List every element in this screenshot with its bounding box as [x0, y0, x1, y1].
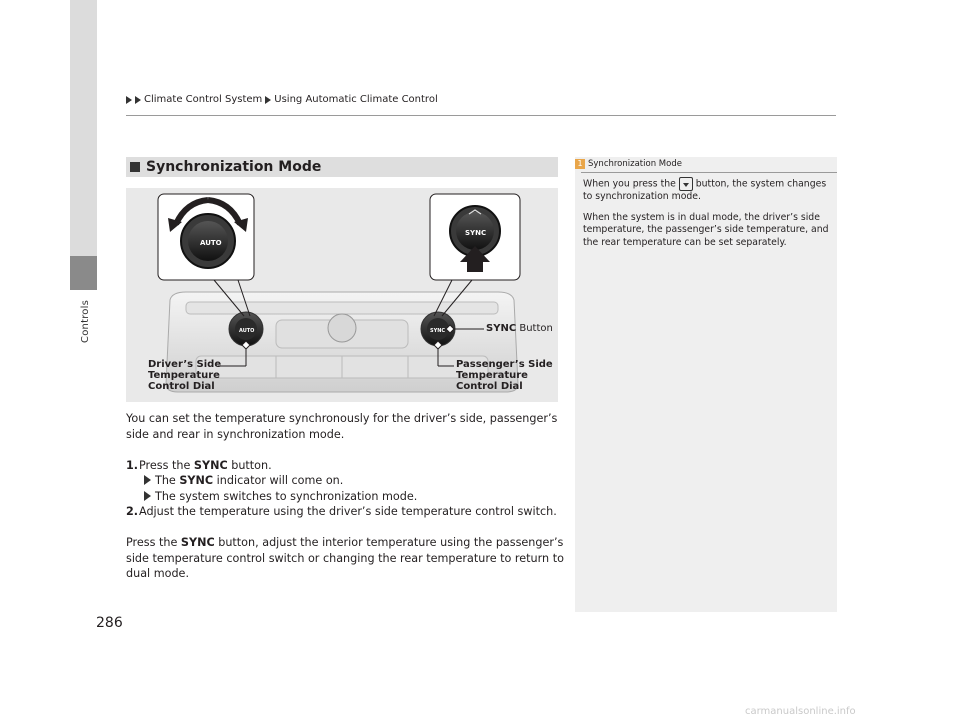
- note-paragraph-1: When you press the button, the system changes to synchronization mode.: [583, 178, 827, 203]
- sync-button-label: SYNC Button: [486, 323, 553, 334]
- sync-knob-label: SYNC: [465, 229, 487, 237]
- step-1-result-1: The SYNC indicator will come on.: [126, 473, 566, 489]
- breadcrumb-arrow-icon: [265, 96, 271, 104]
- result-arrow-icon: [144, 491, 151, 501]
- header-rule: [126, 115, 836, 116]
- control-panel-figure: [126, 188, 558, 402]
- note-body: [583, 177, 833, 257]
- breadcrumb-arrow-icon: [135, 96, 141, 104]
- breadcrumb-item-climate[interactable]: Climate Control System: [144, 94, 263, 105]
- note-rule: [581, 172, 837, 173]
- note-title: Synchronization Mode: [588, 159, 682, 169]
- note-panel: [575, 157, 837, 612]
- note-header: [575, 157, 837, 171]
- side-tab-label: Controls: [80, 300, 91, 343]
- passenger-dial-label: Passenger’s Side Temperature Control Dial: [456, 359, 553, 392]
- breadcrumb-item-automatic[interactable]: Using Automatic Climate Control: [274, 94, 438, 105]
- auto-knob-label: AUTO: [200, 239, 222, 247]
- driver-dial-label: Driver’s Side Temperature Control Dial: [148, 359, 222, 392]
- outro-paragraph: Press the SYNC button, adjust the interior temperature using the passenger’s side temperature control switch or changing the rear temperature to return to dual mode.: [126, 536, 564, 580]
- page-number: 286: [96, 615, 123, 631]
- step-1: 1. Press the SYNC button.: [126, 458, 272, 472]
- section-square-icon: [130, 162, 140, 172]
- body-text: [126, 411, 566, 582]
- side-tab-background: [70, 0, 97, 256]
- step-1-result-2: The system switches to synchronization mode.: [126, 489, 566, 505]
- note-paragraph-2: When the system is in dual mode, the driver’s side temperature, the passenger’s side temperature, and the rear temperature can be set separately.: [583, 211, 829, 248]
- breadcrumb-arrow-icon: [126, 96, 132, 104]
- sync-button-icon: [679, 177, 693, 191]
- console-auto-label: AUTO: [239, 328, 255, 334]
- intro-paragraph: You can set the temperature synchronously for the driver’s side, passenger’s side and rear in synchronization mode.: [126, 412, 558, 441]
- result-arrow-icon: [144, 475, 151, 485]
- section-header: [126, 157, 558, 177]
- watermark: carmanualsonline.info: [745, 706, 856, 717]
- step-2: 2. Adjust the temperature using the driver’s side temperature control switch.: [126, 505, 557, 518]
- console-sync-label: SYNC: [430, 328, 446, 334]
- side-tab-marker: [70, 256, 97, 290]
- breadcrumb: [126, 94, 438, 105]
- note-badge: 1: [575, 159, 585, 169]
- section-title: Synchronization Mode: [146, 159, 322, 175]
